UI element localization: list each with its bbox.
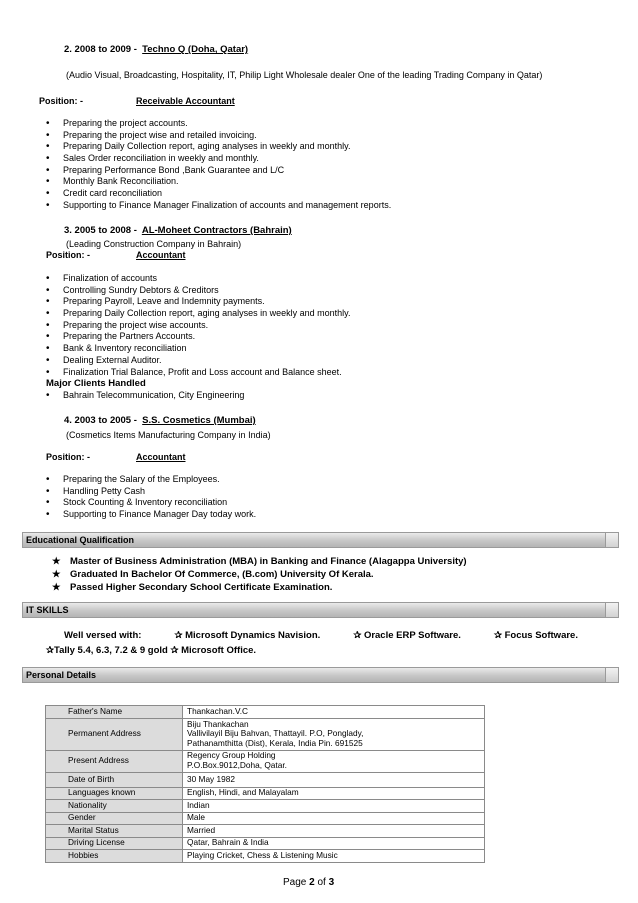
job-4-position-label: Position: - bbox=[46, 452, 90, 462]
table-row bbox=[46, 850, 485, 863]
education-item bbox=[52, 569, 374, 580]
field-value bbox=[183, 706, 485, 719]
field-label: Marital Status bbox=[46, 825, 183, 838]
job-4-position: Accountant bbox=[136, 452, 186, 462]
field-value bbox=[183, 718, 485, 750]
table-row bbox=[46, 825, 485, 838]
star-outline-icon: ✰ bbox=[170, 645, 179, 656]
list-item: • Stock Counting & Inventory reconciliation bbox=[46, 497, 256, 509]
table-row bbox=[46, 750, 485, 772]
field-label: Present Address bbox=[46, 750, 183, 772]
it-skill bbox=[175, 630, 321, 641]
star-outline-icon: ✰ bbox=[46, 645, 54, 656]
list-item: • Preparing the Salary of the Employees. bbox=[46, 474, 256, 486]
education-item bbox=[52, 556, 467, 567]
job-2-description: (Audio Visual, Broadcasting, Hospitality, IT, Philip Light Wholesale dealer One of the leading Trading Company in Qatar) bbox=[66, 70, 543, 80]
value-line: Regency Group Holding bbox=[187, 750, 276, 761]
list-item: • Preparing Daily Collection report, aging analyses in weekly and monthly. bbox=[46, 308, 350, 320]
list-item: • Bank & Inventory reconciliation bbox=[46, 343, 350, 355]
value-line: 30 May 1982 bbox=[187, 773, 235, 784]
it-skill-text: Tally 5.4, 6.3, 7.2 & 9 gold bbox=[53, 645, 168, 656]
list-item: • Preparing Payroll, Leave and Indemnity payments. bbox=[46, 296, 350, 308]
job-2-bullets bbox=[46, 118, 391, 212]
job-4-bullets bbox=[46, 474, 256, 521]
major-clients-list bbox=[46, 390, 244, 402]
page-total: 3 bbox=[328, 877, 335, 888]
job-2-position: Receivable Accountant bbox=[136, 96, 235, 106]
page-number: 2 bbox=[309, 877, 315, 888]
star-outline-icon: ✰ bbox=[174, 630, 183, 641]
job-2-position-label: Position: - bbox=[39, 96, 83, 106]
section-band-education bbox=[22, 532, 619, 548]
job-2-company: Techno Q (Doha, Qatar) bbox=[142, 44, 249, 55]
section-title-education: Educational Qualification bbox=[26, 535, 135, 545]
star-icon: ★ bbox=[52, 582, 61, 593]
star-outline-icon: ✰ bbox=[493, 630, 502, 641]
list-item: • Sales Order reconciliation in weekly and monthly. bbox=[46, 153, 391, 165]
it-skills-lead: Well versed with: bbox=[64, 630, 142, 641]
it-skill bbox=[494, 630, 578, 641]
field-label: Nationality bbox=[46, 800, 183, 813]
field-label: Permanent Address bbox=[46, 718, 183, 750]
star-outline-icon: ✰ bbox=[353, 630, 362, 641]
page-word: Page bbox=[283, 877, 307, 888]
major-clients-heading: Major Clients Handled bbox=[46, 378, 146, 389]
list-item: • Dealing External Auditor. bbox=[46, 355, 350, 367]
value-line: Playing Cricket, Chess & Listening Music bbox=[187, 849, 338, 860]
value-line: Biju Thankachan bbox=[187, 718, 249, 729]
value-line: Qatar, Bahrain & India bbox=[187, 837, 269, 848]
it-skills-line-1 bbox=[64, 630, 578, 641]
table-row bbox=[46, 787, 485, 800]
section-band-it bbox=[22, 602, 619, 618]
education-text: Master of Business Administration (MBA) in Banking and Finance (Alagappa University) bbox=[70, 556, 467, 567]
value-line: Vallivilayil Biju Bahvan, Thattayil. P.O, Ponglady, bbox=[187, 728, 364, 739]
it-skill-text: Oracle ERP Software. bbox=[363, 630, 461, 641]
field-value bbox=[183, 812, 485, 825]
value-line: P.O.Box.9012,Doha, Qatar. bbox=[187, 760, 287, 770]
list-item: • Preparing the project wise and retailed invoicing. bbox=[46, 130, 391, 142]
field-value bbox=[183, 800, 485, 813]
education-text: Passed Higher Secondary School Certificate Examination. bbox=[70, 582, 333, 593]
job-4-company: S.S. Cosmetics (Mumbai) bbox=[142, 415, 256, 426]
job-3-period: 3. 2005 to 2008 - bbox=[64, 225, 137, 236]
field-label: Driving License bbox=[46, 837, 183, 850]
section-band-personal bbox=[22, 667, 619, 683]
field-value bbox=[183, 787, 485, 800]
field-value bbox=[183, 837, 485, 850]
list-item: • Preparing Daily Collection report, aging analyses in weekly and monthly. bbox=[46, 141, 391, 153]
table-row bbox=[46, 800, 485, 813]
value-line: English, Hindi, and Malayalam bbox=[187, 787, 299, 798]
list-item: • Bahrain Telecommunication, City Engineering bbox=[46, 390, 244, 402]
list-item: • Supporting to Finance Manager Finalization of accounts and management reports. bbox=[46, 200, 391, 212]
job-3-company: AL-Moheet Contractors (Bahrain) bbox=[141, 225, 292, 236]
it-skill-text: Microsoft Dynamics Navision. bbox=[185, 630, 321, 641]
job-3-bullets bbox=[46, 273, 350, 378]
field-value bbox=[183, 850, 485, 863]
section-title-personal: Personal Details bbox=[26, 670, 97, 680]
it-skill-text: Microsoft Office. bbox=[181, 645, 257, 656]
field-value bbox=[183, 750, 485, 772]
job-3-description: (Leading Construction Company in Bahrain) bbox=[66, 239, 242, 249]
field-value bbox=[183, 772, 485, 787]
field-label: Gender bbox=[46, 812, 183, 825]
list-item: • Finalization Trial Balance, Profit and Loss account and Balance sheet. bbox=[46, 367, 350, 379]
job-2-heading bbox=[64, 44, 248, 55]
field-value bbox=[183, 825, 485, 838]
band-tail bbox=[605, 668, 618, 682]
band-tail bbox=[605, 533, 618, 547]
it-skill bbox=[353, 630, 461, 641]
list-item: • Finalization of accounts bbox=[46, 273, 350, 285]
value-line: Married bbox=[187, 824, 216, 835]
list-item: • Monthly Bank Reconciliation. bbox=[46, 176, 391, 188]
field-label: Father's Name bbox=[46, 706, 183, 719]
table-row bbox=[46, 837, 485, 850]
of-word: of bbox=[317, 877, 326, 888]
page-footer bbox=[283, 877, 334, 888]
job-2-period: 2. 2008 to 2009 - bbox=[64, 44, 137, 55]
education-item bbox=[52, 582, 332, 593]
value-line: Thankachan.V.C bbox=[187, 705, 249, 716]
list-item: • Preparing Performance Bond ,Bank Guarantee and L/C bbox=[46, 165, 391, 177]
it-skills-line-2 bbox=[46, 645, 256, 656]
list-item: • Preparing the project wise accounts. bbox=[46, 320, 350, 332]
star-icon: ★ bbox=[52, 556, 61, 567]
job-3-position-label: Position: - bbox=[46, 250, 90, 260]
list-item: • Controlling Sundry Debtors & Creditors bbox=[46, 285, 350, 297]
value-line: Male bbox=[187, 812, 205, 823]
personal-details-table bbox=[45, 705, 485, 863]
star-icon: ★ bbox=[52, 569, 61, 580]
section-title-it: IT SKILLS bbox=[26, 605, 69, 615]
list-item: • Preparing the project accounts. bbox=[46, 118, 391, 130]
field-label: Languages known bbox=[46, 787, 183, 800]
value-line: Indian bbox=[187, 799, 210, 810]
value-line: Pathanamthitta (Dist), Kerala, India Pin. 691525 bbox=[187, 737, 363, 748]
table-row bbox=[46, 706, 485, 719]
field-label: Date of Birth bbox=[46, 772, 183, 787]
table-row bbox=[46, 718, 485, 750]
list-item: • Credit card reconciliation bbox=[46, 188, 391, 200]
job-3-position: Accountant bbox=[136, 250, 186, 260]
list-item: • Handling Petty Cash bbox=[46, 486, 256, 498]
job-4-heading bbox=[64, 415, 256, 426]
field-label: Hobbies bbox=[46, 850, 183, 863]
table-row bbox=[46, 812, 485, 825]
education-text: Graduated In Bachelor Of Commerce, (B.com) University Of Kerala. bbox=[70, 569, 374, 580]
list-item: • Preparing the Partners Accounts. bbox=[46, 331, 350, 343]
job-4-period: 4. 2003 to 2005 - bbox=[64, 415, 137, 426]
job-4-description: (Cosmetics Items Manufacturing Company in India) bbox=[66, 430, 271, 440]
list-item: • Supporting to Finance Manager Day today work. bbox=[46, 509, 256, 521]
it-skill-text: Focus Software. bbox=[504, 630, 578, 641]
table-row bbox=[46, 772, 485, 787]
band-tail bbox=[605, 603, 618, 617]
job-3-heading bbox=[64, 225, 292, 236]
